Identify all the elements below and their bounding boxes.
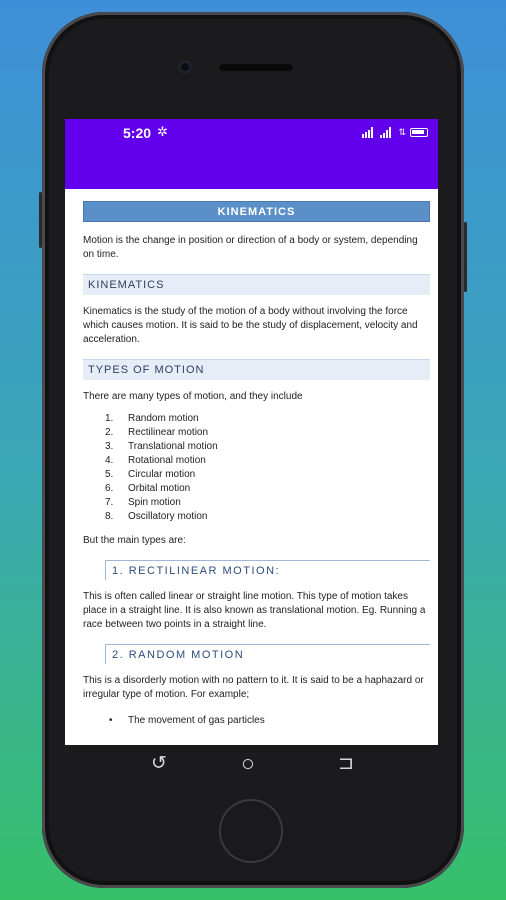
list-item: 5. Circular motion — [105, 469, 196, 480]
main-types-intro: But the main types are: — [83, 535, 186, 546]
power-button — [464, 222, 467, 292]
random-examples-list — [109, 714, 430, 728]
volte-icon — [362, 127, 376, 138]
recents-nav-icon[interactable]: ⊐ — [338, 753, 354, 774]
main-title: KINEMATICS — [83, 201, 430, 222]
list-item: 2. Rectilinear motion — [105, 427, 209, 438]
section-heading-kinematics: KINEMATICS — [83, 274, 430, 295]
random-paragraph: This is a disorderly motion with no pattern to it. It is said to be a haphazard or irregular type of motion. For example; — [83, 675, 424, 700]
volume-button — [39, 192, 42, 248]
list-item: 8. Oscillatory motion — [105, 511, 208, 522]
status-time: 5:20 — [123, 125, 152, 141]
wifi-icon: ⇅ — [398, 127, 406, 137]
intro-paragraph: Motion is the change in position or direction of a body or system, depending on time. — [83, 235, 418, 260]
home-nav-icon[interactable]: ○ — [241, 750, 255, 776]
types-intro: There are many types of motion, and they include — [83, 391, 303, 402]
app-bar — [65, 149, 438, 189]
kinematics-paragraph: Kinematics is the study of the motion of a body without involving the force which causes motion. It is said to be the study of displacement, velocity and acceleration. — [83, 306, 418, 345]
subheading-rectilinear: 1. RECTILINEAR MOTION: — [105, 560, 430, 580]
physical-home-button[interactable] — [219, 799, 283, 863]
list-item: 1. Random motion — [105, 413, 199, 424]
document-content[interactable] — [65, 189, 438, 745]
list-item: • The movement of gas particles — [109, 715, 265, 726]
motion-types-list — [105, 412, 430, 524]
battery-icon — [410, 128, 428, 137]
list-item: 7. Spin motion — [105, 497, 181, 508]
list-item: 3. Translational motion — [105, 441, 218, 452]
list-item: 4. Rotational motion — [105, 455, 206, 466]
status-bar — [65, 119, 438, 149]
phone-screen — [65, 119, 438, 745]
earpiece-speaker — [219, 64, 293, 71]
list-item: 6. Orbital motion — [105, 483, 191, 494]
section-heading-types: TYPES OF MOTION — [83, 359, 430, 380]
settings-icon: ✲ — [157, 124, 168, 139]
status-icons — [362, 127, 428, 138]
front-camera — [178, 60, 192, 74]
rectilinear-paragraph: This is often called linear or straight line motion. This type of motion takes place in a straight line. It is also known as translational motion. Eg. Running a race between two points in a straight line. — [83, 591, 426, 630]
subheading-random: 2. RANDOM MOTION — [105, 644, 430, 664]
back-nav-icon[interactable]: ↺ — [151, 753, 167, 774]
signal-icon — [380, 127, 394, 138]
